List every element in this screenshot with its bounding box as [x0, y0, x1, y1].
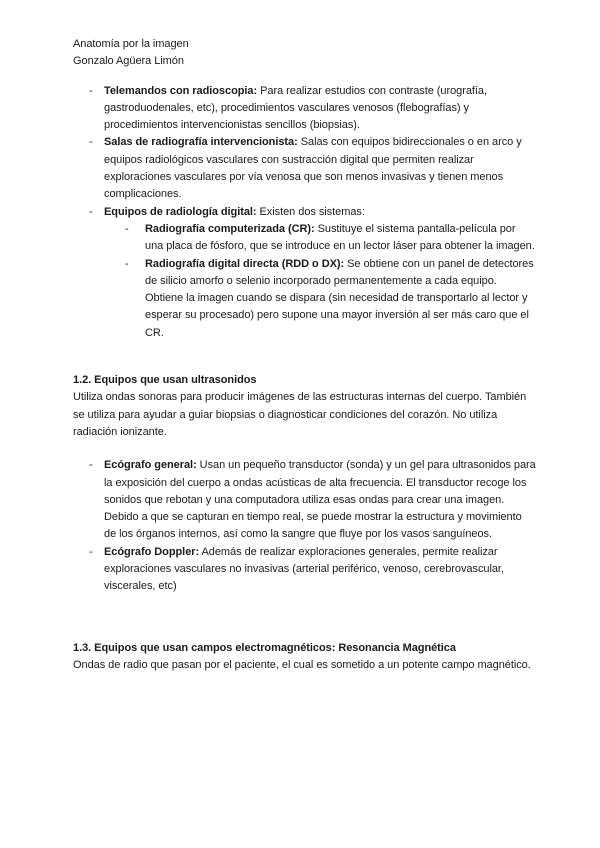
bullet-dash-icon: -	[125, 222, 129, 235]
section-paragraph: Utiliza ondas sonoras para producir imágenes de las estructuras internas del cuerpo. También se utiliza para ayudar a guiar biopsias o diagnosticar condiciones del corazón. No utiliza radiación ionizante.	[73, 391, 527, 438]
section-heading-1-3: 1.3. Equipos que usan campos electromagnéticos: Resonancia Magnética	[73, 641, 456, 654]
doc-title: Anatomía por la imagen	[73, 38, 189, 50]
term-label: Ecógrafo general:	[104, 459, 197, 472]
list-item-text	[145, 223, 535, 252]
term-description: Sustituye el sistema pantalla-película por una placa de fósforo, que se introduce en un lector láser para obtener la imagen.	[145, 222, 535, 253]
term-label: Radiografía computerizada (CR):	[145, 222, 315, 235]
list-item-ecografo-general	[73, 457, 536, 543]
term-label: Equipos de radiología digital:	[104, 205, 257, 218]
bullet-dash-icon: -	[125, 257, 129, 270]
term-description: Para realizar estudios con contraste (urografía, gastroduodenales, etc), procedimientos vasculares venosos (flebografías) y procedimientos intervencionistas sencillos (biopsias).	[104, 84, 487, 132]
term-description: Usan un pequeño transductor (sonda) y un gel para ultrasonidos para la exposición del cuerpo a ondas acústicas de alta frecuencia. El transductor recoge los sonidos que rebotan y una computadora utiliza esas ondas para crear una imagen. Debido a que se capturan en tiempo real, se puede mostrar la estructura y movimiento de los órganos internos, así como la sangre que fluye por los vasos sanguíneos.	[104, 459, 536, 541]
document-header	[73, 36, 536, 71]
list-item-radiologia-digital	[73, 204, 536, 221]
list-item-text	[104, 85, 487, 132]
section-ultrasound	[73, 372, 536, 596]
term-description: Existen dos sistemas:	[256, 205, 365, 218]
list-item-text	[104, 206, 365, 218]
term-description: Se obtiene con un panel de detectores de silicio amorfo o selenio incorporado permanentemente a cada equipo. Obtiene la imagen cuando se dispara (sin necesidad de transportarlo al lector y esperar su procesado) pero supone una mayor inversión al ser más caro que el CR.	[145, 257, 534, 339]
bullet-dash-icon: -	[89, 545, 93, 558]
bullet-dash-icon: -	[89, 136, 93, 149]
term-label: Ecógrafo Doppler:	[104, 545, 200, 558]
list-item-ecografo-doppler	[73, 544, 536, 596]
bullet-dash-icon: -	[89, 205, 93, 218]
list-item-text	[104, 136, 522, 200]
list-item-telemandos	[73, 83, 536, 135]
bullet-dash-icon: -	[89, 459, 93, 472]
term-label: Telemandos con radioscopia:	[104, 84, 258, 97]
doc-author: Gonzalo Agüera Limón	[73, 55, 184, 68]
radiology-equipment-list	[73, 83, 536, 342]
term-label: Salas de radiografía intervencionista:	[104, 136, 298, 149]
ultrasound-equipment-list	[73, 457, 536, 595]
list-item-text	[104, 546, 504, 593]
list-item-radiografia-cr	[73, 221, 536, 256]
list-item-text	[104, 459, 536, 540]
term-label: Radiografía digital directa (RDD o DX):	[145, 257, 345, 270]
term-description: Además de realizar exploraciones generales, permite realizar exploraciones vasculares no invasivas (arterial periférico, venoso, cerebrovascular, viscerales, etc)	[104, 545, 504, 593]
bullet-dash-icon: -	[89, 84, 93, 97]
term-description: Salas con equipos bidireccionales o en arco y equipos radiológicos vasculares con sustracción digital que permiten realizar exploraciones vasculares por vía venosa que son menos invasivas y tienen menos complicaciones.	[104, 136, 522, 201]
list-item-salas-intervencionista	[73, 134, 536, 203]
section-heading-1-2: 1.2. Equipos que usan ultrasonidos	[73, 374, 257, 387]
section-paragraph: Ondas de radio que pasan por el paciente, el cual es sometido a un potente campo magnético.	[73, 658, 531, 671]
list-item-radiografia-rdd	[73, 256, 536, 342]
section-mri	[73, 640, 536, 675]
list-item-text	[145, 258, 534, 339]
